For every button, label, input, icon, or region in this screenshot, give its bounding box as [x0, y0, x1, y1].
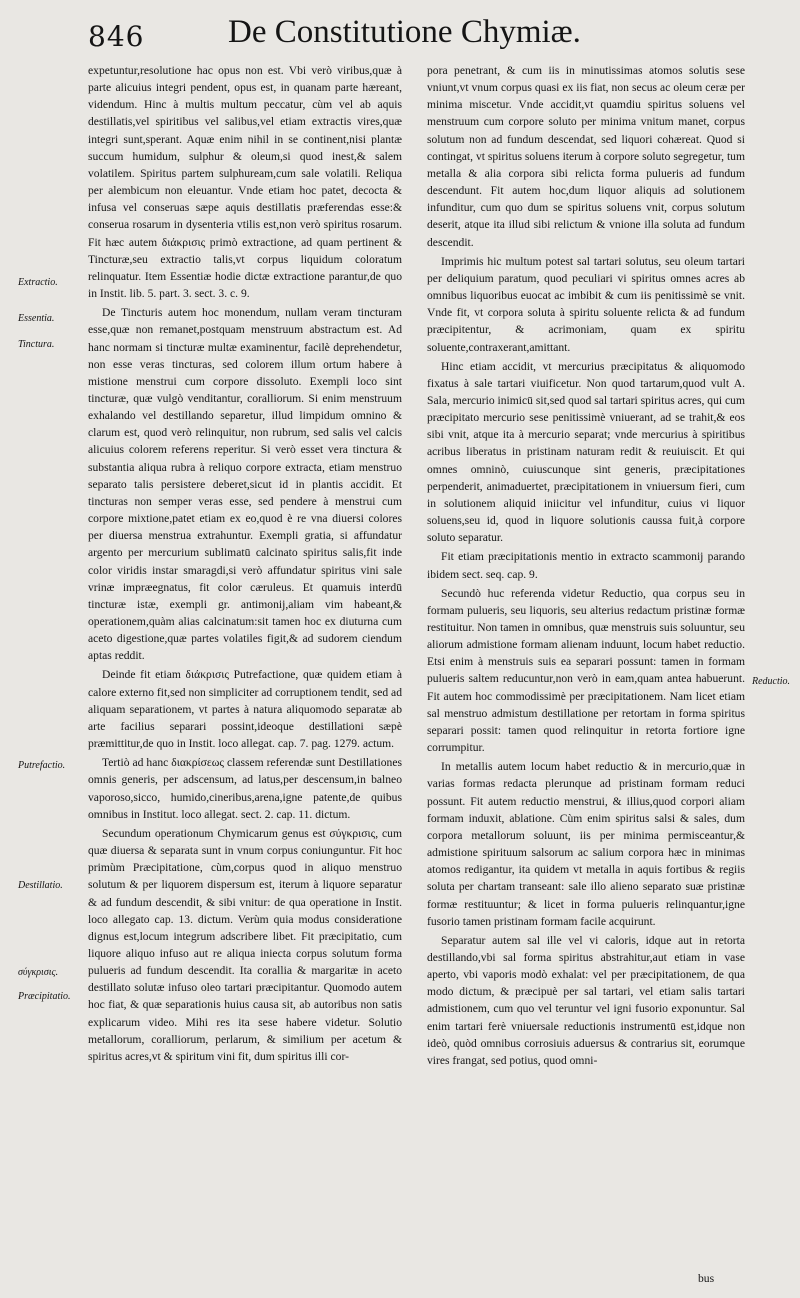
paragraph: Secundò huc referenda videtur Reductio, qua corpus seu in formam pulueris, seu liquoris, seu alterius redactum pristinæ formæ restituitur. Non tamen in omnibus, quæ menstruis suis soluuntur, seu aliorum admistione formam alienam induunt, locum habet reductio. Etsi enim à menstruis suis ea separari possunt: tamen in formam pulueris saltem reducuntur,non verò in eam,quam antea habuerunt. Fit autem hoc commodissimè per præcipitationem. Nam licet etiam sal menstruo admistum destillatione per retortam in forma spiritus separari possit: tamen quod relinquitur in retorta fortiore igne corrumpitur. [427, 586, 745, 755]
paragraph: In metallis autem locum habet reductio & in mercurio,quæ in varias formas redacta plerunque ad pristinam formam reduci possunt. Fit autem reductio menstrui, & illius,quod corpori aliam formam induxit, ablatione. Cùm enim spiritus salsi & sales, dum corpora metallorum soluunt, iis per minima permisceantur,& admistione spirituum salsorum ac salium corpora hæc in minimas atomos redigantur, ita quidem vt metalla in aquis fortibus & regiis soluta per chartam transeant: sale illo alieno separato suæ pristinæ formæ restituuntur; & licet in forma pulueris relinquantur,igne fusorio tamen pristinam formam facile acquirunt. [427, 760, 745, 928]
left-text-column [88, 62, 402, 1065]
margin-note-tinctura: Tinctura. [18, 339, 55, 350]
margin-note-destillatio: Destillatio. [18, 880, 63, 891]
paragraph: Tertiò ad hanc διακρίσεως classem referendæ sunt Destillationes omnis generis, per adscensum, ad latus,per descensum,in balneo vaporoso,sicco, humido,cineribus,arena,igne patente,de quibus omnibus in Institut. loco allegat. sect. 2. cap. 11. dictum. [88, 756, 402, 821]
paragraph: expetuntur,resolutione hac opus non est. Vbi verò viribus,quæ à parte alicuius integri pendent, opus est, in quanam parte hæreant, videndum. Hinc à multis multum peccatur, cùm vel ab aquis destillatis,vel spiritibus vel salibus,vel etiam extractis vires,quæ integri sunt,sperant. Aquæ enim nihil in se continent,nisi plantæ succum humidum, sulphur & oleum,si quod inest,& salem volatilem. Spiritus partem sulphuream,cum sale volatili. Reliqua per alembicum non eleuantur. Vnde etiam hoc patet, decocta & infusa vel conseruas sæpe aquis destillatis præferendas esse:& conserua rosarum in dysenteria vtilis est,non verò spiritus rosarum. Fit hæc autem διάκρισις primò extractione, ad quam pertinent & Tincturæ,seu extractio talis,vt corpus liquidum coloratum relinquatur. Item Essentiæ hodie dictæ extractione parantur,de quo in Instit. lib. 5. part. 3. sect. 3. c. 9. [88, 64, 402, 301]
paragraph: De Tincturis autem hoc monendum, nullam veram tincturam esse,quæ non remanet,postquam menstruum abstractum est. Ad hanc normam si tincturæ multæ examinentur, facilè deprehendetur, non esse veras tincturas, sed colorem illum ortum habere à mistione menstrui cum corpore dissoluto. Exempli loco sint tincturæ, quæ vulgò venditantur, coralliorum. Si enim menstruum exhalando vel destillando separetur, illud limpidum omnino & clarum est, quod verò relinquitur, non rubrum, sed salis vel calcis alicuius colorem referens reperitur. Si verò esset vera tinctura & substantia aliqua rubra à reliquo corpore extracta, etiam menstruo separato talis persistere deberet,sicut id in plantis accidit. Et tincturas non semper veras esse, sed pendere à menstrui cum corpore mixtione,patet etiam ex eo,quod è re vna diuersi colores per diuersa menstrua extrahuntur. Exempli gratia, si affundatur argento per mercurium sublimatū calcinato spiritus salis,fit inde color viridis instar smaragdi,si verò affundatur spiritus vini sale vrinæ impræegnatus, fit color cæruleus. Et quamuis interdū tincturæ istæ, exempli gr. antimonij,aliam vim habeant,& operationem,quàm alias calcinatum:sit tamen hoc ex diuturna cum aceto digestione,quæ partes volatiles figit,& ad sudorem ciendum aptas reddit. [88, 306, 402, 663]
page-number: 846 [88, 20, 145, 53]
paragraph: pora penetrant, & cum iis in minutissimas atomos solutis sese vniunt,vt vnum corpus quasi ex iis fiat, non secus ac oleum ceræ per minima miscetur. Vnde accidit,vt quamdiu spiritus soluens vel menstruum cum corpore soluto per minima vnitum manet, corpus solutum non ad fundum descendat, sed liquori cohæreat. Quod si contingat, vt spiritus soluens iterum à corpore soluto segregetur, tum metalla & alia corpora sibi relicta forma pulueris ad fundum descendunt. Fit autem hoc,dum liquor aliquis ad solutionem infunditur, cum quo dum se spiritus soluens vnit, corpus solutum deserit, atque ita illud sibi relictum & vnione illa soluta ad fundum descendit. [427, 64, 745, 249]
paragraph: Fit etiam præcipitationis mentio in extracto scammonij parando ibidem sect. seq. cap. 9. [427, 550, 745, 581]
margin-note-synkrisis: σύγκρισις. [18, 967, 59, 978]
margin-note-praecipitatio: Præcipitatio. [18, 991, 71, 1002]
margin-note-reductio: Reductio. [752, 676, 791, 687]
paragraph: Separatur autem sal ille vel vi caloris, idque aut in retorta destillando,vbi sal forma spiritus abstrahitur,aut etiam in vase aperto, vbi vaporis modò exhalat: vel per præcipitationem, de qua modo dictum, & præcipuè per sal tartari, vel etiam salis tartari admistionem, cum quo vel teruntur vel igni fusorio exponuntur. Sal enim tartari ferè vniuersale reductionis instrumentū est,idque non ideò, quòd omnibus corrosiuis aduersus & contrarius sit, eorumque vires frangat, sed potius, quod omni- [427, 933, 745, 1067]
catchword: bus [698, 1272, 715, 1285]
running-head: De Constitutione Chymiæ. [228, 14, 581, 50]
margin-note-putrefactio: Putrefactio. [18, 760, 66, 771]
right-text-column [427, 62, 745, 1069]
paragraph: Hinc etiam accidit, vt mercurius præcipitatus & aliquomodo fixatus à sale tartari viuificetur. Non quod tartarum,quod vult A. Sala, mercurio inimicū sit,sed quod sal tartari spiritus acres, qui cum præcipitato mercurio sese penitissimè vniuerant, ad se trahit,& eos sibi vnit, atque ita à mercurio separat; vnde mercurius à spiritibus acribus liberatus in pristinam naturam redit & reuiuiscit. Et qui omnes omninò, cuiuscunque sint generis, præcipitationes perpenderit, animaduertet, præcipitationem in vniuersum fieri, cum in solutionem aliquid iniicitur vel infunditur, cuius vi liquor soluens,seu id, quod in liquore solutionis caussa fuit,à corpore soluto separatur. [427, 359, 745, 545]
margin-note-essentia: Essentia. [18, 313, 55, 324]
margin-note-extractio: Extractio. [18, 277, 58, 288]
paragraph: Secundum operationum Chymicarum genus est σύγκρισις, cum quæ diuersa & separata sunt in vnum corpus coniunguntur. Fit hoc primùm Præcipitatione, cùm,corpus quod in aliquo menstruo solutum & per liquorem dispersum est, iterum à liquore separatur & ad fundum descendit, & sibi vnitur: de qua operatione in Instit. loco allegato cap. 13. dictum. Verùm quia modus consideratione dignus est,locum integrum adscribere libet. Fit præcipitatio, cum liquore aliquo infuso aut re aliqua iniecta corpus solutum forma pulueris ad fundum descendit. Ita corallia & margaritæ in aceto destillato solutæ infuso oleo tartari præcipitantur. Quomodo autem hoc fiat, & quæ separationis huius causa sit, ab autoribus non satis explicarum video. Mihi res ita sese habere videtur. Solutio metallorum, coralliorum, perlarum, & similium per acetum & spiritus acres,vt & spiritum vini fit, dum spiritus illi cor- [88, 826, 402, 1063]
paragraph: Deinde fit etiam διάκρισις Putrefactione, quæ quidem etiam à calore externo fit,sed non simpliciter ad corruptionem tendit, sed ad aliquam separationem, vt partes à natura aliquomodo separatæ ab arte facilius separari possint,ideoque destillationi sæpè præmittitur,de quo in Instit. loco allegat. cap. 7. pag. 1279. actum. [88, 668, 402, 751]
paragraph: Imprimis hic multum potest sal tartari solutus, seu oleum tartari per deliquium paratum, quod peculiari vi spiritus omnes acres ab omnibus liquoribus euocat ac imbibit & cum iis penitissimè se vnit. Vnde fit, vt corpora soluta à spiritu soluente relicta & ad fundum præcipitentur, & acrimoniam, quam ex spiritu soluente,contraxerant,amittant. [427, 254, 745, 354]
